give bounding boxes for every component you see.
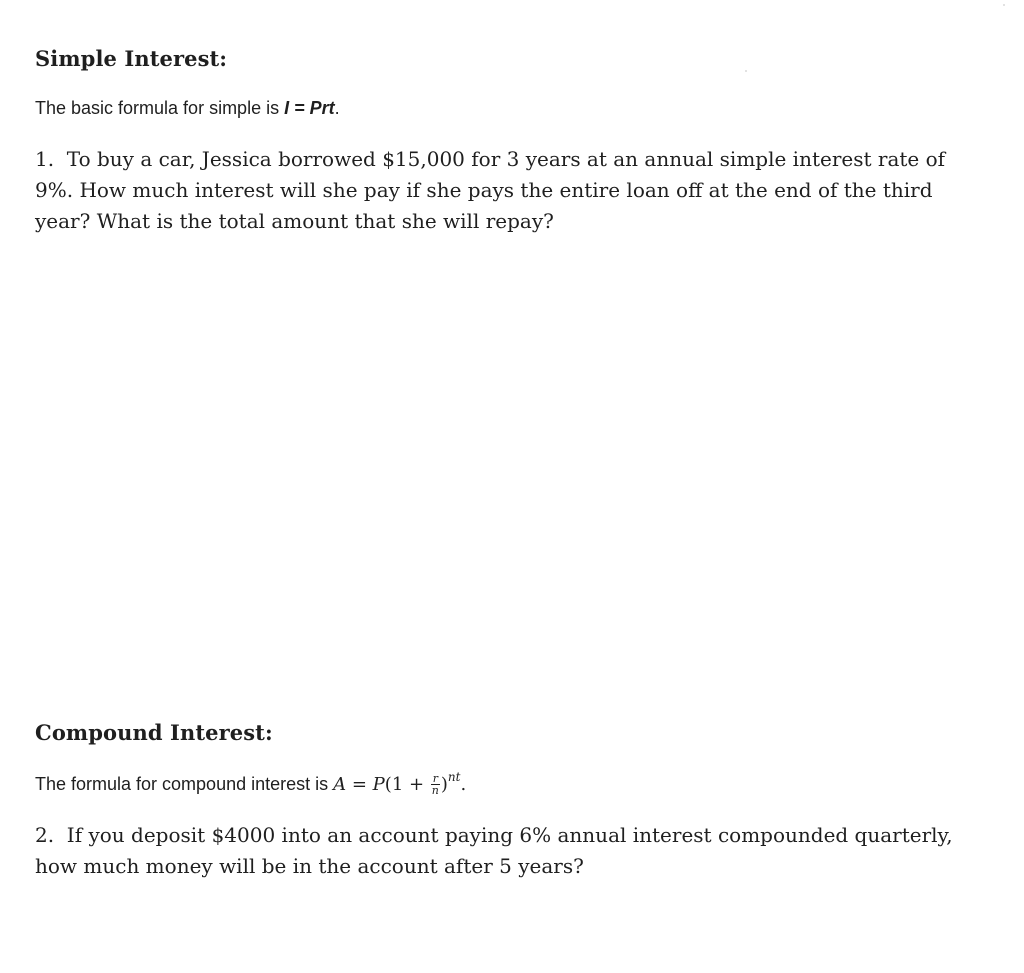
simple-interest-formula (35, 98, 340, 119)
fraction-denominator: n (431, 783, 439, 797)
formula-end: . (460, 774, 467, 795)
problem-1-line-2: 9%. How much interest will she pay if she pays the entire loan off at the end of the third (35, 178, 933, 202)
formula-exponent: nt (447, 770, 461, 784)
scan-speck (745, 70, 747, 72)
formula-period: . (334, 98, 340, 118)
formula-text: The basic formula for simple is (35, 98, 285, 118)
compound-interest-heading: Compound Interest: (35, 720, 273, 745)
problem-2 (35, 820, 995, 882)
simple-interest-heading: Simple Interest: (35, 46, 228, 71)
problem-1 (35, 144, 995, 237)
compound-formula-math (333, 770, 467, 797)
fraction-numerator: r (432, 771, 438, 785)
formula-close: ) (440, 774, 448, 795)
scan-speck (1003, 4, 1005, 6)
formula-variable: I = Prt (284, 98, 335, 118)
problem-2-line-2: how much money will be in the account after 5 years? (35, 854, 584, 878)
formula-equals: = (346, 774, 373, 795)
problem-1-line-1: 1. To buy a car, Jessica borrowed $15,000 for 3 years at an annual simple interest rate of (35, 147, 946, 171)
formula-text: The formula for compound interest is (35, 774, 334, 794)
compound-interest-formula (35, 770, 466, 797)
problem-2-line-1: 2. If you deposit $4000 into an account paying 6% annual interest compounded quarterly, (35, 823, 953, 847)
formula-p: P (372, 774, 385, 795)
rate-fraction (431, 773, 440, 796)
formula-open: (1 + (384, 774, 430, 795)
formula-a: A (333, 774, 347, 795)
problem-1-line-3: year? What is the total amount that she will repay? (35, 209, 554, 233)
